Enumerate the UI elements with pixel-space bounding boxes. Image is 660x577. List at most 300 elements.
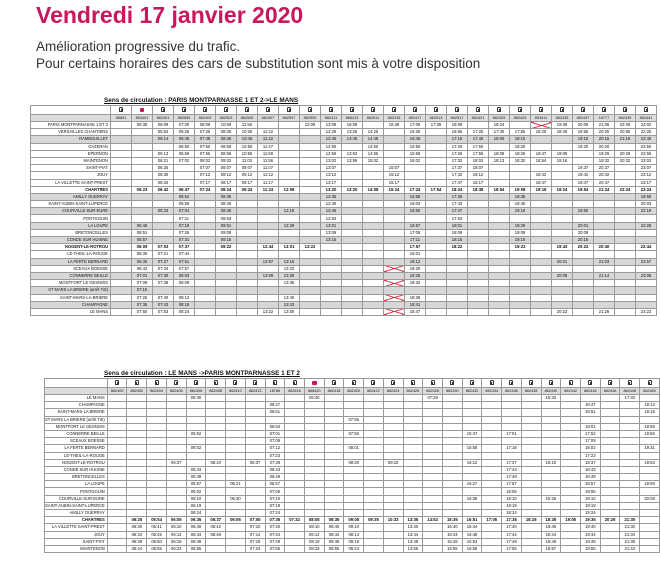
notice-line-1: Amélioration progressive du trafic. [36,39,241,54]
time-cell [561,409,581,416]
time-cell [186,438,206,445]
time-cell: 08:35 [216,193,237,200]
time-cell [364,502,384,509]
time-cell [426,201,447,208]
train-number-header [31,115,111,122]
train-icon [161,107,165,112]
time-cell [147,502,167,509]
time-cell [383,409,403,416]
time-cell: 06:30 [132,251,153,258]
train-number: 862417 [405,115,426,122]
time-cell [107,416,127,423]
time-cell [615,280,636,287]
time-cell [403,459,423,466]
time-cell: 20:21 [552,258,573,265]
station-row [31,201,657,208]
time-cell [384,265,405,272]
time-cell [573,301,594,308]
time-cell [489,251,510,258]
station-row [45,545,660,552]
time-cell: 06:30 [153,172,174,179]
time-cell: 16:53 [462,538,482,545]
time-cell [552,179,573,186]
time-cell: 21:15 [615,136,636,143]
time-cell: 22:24 [615,186,636,193]
time-cell: 06:23 [166,545,186,552]
time-cell: 09:15 [216,237,237,244]
station-row [31,287,657,294]
time-cell [111,208,132,215]
time-cell: 15:47 [462,430,482,437]
mode-cell [502,379,522,388]
time-cell: 17:15 [447,136,468,143]
time-cell [541,430,561,437]
time-cell [405,179,426,186]
time-cell [489,208,510,215]
time-cell [195,280,216,287]
time-cell [127,466,147,473]
time-cell: 13:50 [279,308,300,315]
time-cell: 17:55 [502,545,522,552]
time-cell [216,272,237,279]
time-cell [384,229,405,236]
time-cell [226,466,246,473]
station-name: LA FERTE BERNARD [45,445,108,452]
time-cell [423,538,443,545]
time-cell: 06:44 [127,545,147,552]
time-cell [521,445,541,452]
time-cell: 07:27 [153,258,174,265]
station-row [31,301,657,308]
train-number: 862422 [364,388,384,395]
time-cell [107,466,127,473]
time-cell: 15:07 [384,165,405,172]
time-cell [363,165,384,172]
time-cell: 19:13 [640,402,660,409]
time-cell [342,308,363,315]
time-cell [364,445,384,452]
time-cell [510,258,531,265]
time-cell [447,280,468,287]
train-icon [245,107,249,112]
time-cell: 17:55 [510,129,531,136]
time-cell [195,215,216,222]
time-cell: 19:24 [552,186,573,193]
time-cell [600,502,620,509]
time-cell: 20:26 [615,150,636,157]
station-row [31,272,657,279]
time-cell [216,280,237,287]
time-cell: 08:03 [174,272,195,279]
time-cell [403,430,423,437]
time-cell [206,395,226,402]
time-cell [423,459,443,466]
time-cell [132,208,153,215]
time-cell: 06:49 [186,538,206,545]
time-cell [206,402,226,409]
time-cell [245,409,265,416]
time-cell [107,495,127,502]
time-cell [531,215,552,222]
time-cell: 17:26 [447,150,468,157]
time-cell [594,251,615,258]
time-cell [186,402,206,409]
time-cell [531,265,552,272]
bus-icon [140,108,145,113]
time-cell [304,502,324,509]
station-row [31,179,657,186]
time-cell [636,215,657,222]
train-icon [539,107,543,112]
train-number: 862446 [600,388,620,395]
time-cell [344,423,364,430]
time-cell: 20:40 [594,244,615,251]
time-cell [279,122,300,129]
time-cell [216,258,237,265]
train-number: 866413 [342,115,363,122]
time-cell: 18:26 [510,150,531,157]
time-cell [344,438,364,445]
time-cell [468,237,489,244]
time-cell [107,524,127,531]
time-cell [462,395,482,402]
time-cell [615,251,636,258]
time-cell [107,531,127,538]
time-cell [226,395,246,402]
time-cell: 08:12 [216,172,237,179]
time-cell [364,423,384,430]
time-cell [482,538,502,545]
time-cell [321,272,342,279]
time-cell: 13:02 [321,157,342,164]
time-cell [304,445,324,452]
time-cell [147,423,167,430]
time-cell [636,280,657,287]
time-cell [468,193,489,200]
time-cell [195,265,216,272]
icon-row [45,379,660,388]
time-cell: 09:09 [216,229,237,236]
time-cell: 07:25 [132,294,153,301]
time-cell: 09:17 [237,179,258,186]
time-cell [482,452,502,459]
time-cell: 07:18 [174,222,195,229]
train-number: 862428 [423,388,443,395]
time-cell: 19:16 [552,157,573,164]
time-cell: 12:50 [321,143,342,150]
time-cell [195,251,216,258]
time-cell [482,430,502,437]
train-number: 862406 [186,388,206,395]
time-cell: 08:56 [216,150,237,157]
mode-cell [342,106,363,115]
time-cell: 08:02 [195,157,216,164]
time-cell [383,545,403,552]
mode-cell [147,379,167,388]
time-cell [573,201,594,208]
time-cell [384,193,405,200]
time-cell: 05:57 [186,481,206,488]
time-cell [442,466,462,473]
time-cell [344,466,364,473]
time-cell [521,402,541,409]
time-cell [107,430,127,437]
train-icon [253,380,257,385]
time-cell: 17:18 [502,445,522,452]
train-number: 862404 [147,388,167,395]
time-cell [383,502,403,509]
train-number: 862402 [127,388,147,395]
time-cell: 06:42 [153,186,174,193]
time-cell: 19:31 [640,445,660,452]
time-cell [541,466,561,473]
time-cell [206,466,226,473]
time-cell [552,165,573,172]
time-cell [132,143,153,150]
time-cell: 17:56 [468,150,489,157]
time-cell [468,294,489,301]
time-cell [285,402,305,409]
time-cell [364,409,384,416]
time-cell [510,280,531,287]
station-row [45,423,660,430]
train-icon [431,380,435,385]
time-cell [258,122,279,129]
time-cell [383,474,403,481]
time-cell [111,193,132,200]
time-cell: 07:26 [174,229,195,236]
time-cell [521,430,541,437]
station-name: MONTFORT LE GESNOIS [31,280,111,287]
station-row [31,193,657,200]
train-number: 86691 [111,115,132,122]
train-number-row [31,115,657,122]
time-cell: 06:13 [153,150,174,157]
time-cell [442,438,462,445]
time-cell [363,258,384,265]
time-cell [237,201,258,208]
train-number: 862418 [324,388,344,395]
time-cell [636,251,657,258]
time-cell [304,459,324,466]
time-cell: 09:01 [216,222,237,229]
icon-row-blank [45,379,108,388]
time-cell [132,179,153,186]
time-cell [620,445,640,452]
time-cell [521,438,541,445]
station-name: MAINTENON [31,157,111,164]
train-number: 862517 [447,115,468,122]
time-cell [245,495,265,502]
time-cell: 18:00 [489,136,510,143]
time-cell [620,430,640,437]
station-row [31,294,657,301]
station-name: LA LOUPE [31,222,111,229]
time-cell [383,488,403,495]
time-cell: 15:24 [384,186,405,193]
time-cell [403,445,423,452]
train-number: 862450 [640,388,660,395]
time-cell: 18:01 [447,222,468,229]
time-cell [489,280,510,287]
station-name: LA VILLETTE SAINT-PREST [45,524,108,531]
time-cell: 23:02 [636,122,657,129]
time-cell [226,524,246,531]
time-cell [258,237,279,244]
time-cell [342,301,363,308]
time-cell: 19:09 [552,150,573,157]
time-cell [600,466,620,473]
time-cell [561,466,581,473]
station-row [45,495,660,502]
time-cell: 23:22 [636,308,657,315]
time-cell [615,165,636,172]
time-cell [364,510,384,517]
mode-cell [423,379,443,388]
time-cell [300,308,321,315]
mode-cell [561,379,581,388]
time-cell: 09:12 [237,172,258,179]
time-cell [258,294,279,301]
time-cell [468,122,489,129]
time-cell [153,229,174,236]
time-cell [561,502,581,509]
time-cell [482,438,502,445]
time-cell: 06:54 [265,423,285,430]
time-cell [552,143,573,150]
time-cell [111,308,132,315]
time-cell: 18:19 [502,502,522,509]
station-name: SAINT-MARS-LA-BRIERE [31,294,111,301]
time-cell: 19:53 [640,459,660,466]
time-cell [615,222,636,229]
time-cell [304,402,324,409]
time-cell [300,179,321,186]
time-cell: 17:47 [447,208,468,215]
time-cell [489,272,510,279]
time-cell: 18:35 [510,193,531,200]
time-cell: 08:40 [324,524,344,531]
time-cell: 20:09 [640,495,660,502]
time-cell [423,545,443,552]
time-cell: 19:37 [573,165,594,172]
station-row [31,186,657,193]
time-cell [300,165,321,172]
time-cell [206,510,226,517]
time-cell: 21:39 [620,538,640,545]
train-number: 862440 [541,388,561,395]
station-name: LA LOUPE [45,481,108,488]
time-cell [147,395,167,402]
mode-cell [573,106,594,115]
time-cell [324,474,344,481]
time-cell [166,423,186,430]
train-icon [411,380,415,385]
time-cell: 12:08 [279,186,300,193]
time-cell [482,474,502,481]
time-cell [237,251,258,258]
train-number: 862401 [153,115,174,122]
time-cell [363,294,384,301]
time-cell: 13:49 [403,538,423,545]
time-cell [561,495,581,502]
time-cell [384,157,405,164]
time-cell [426,237,447,244]
station-name: RAMBOUILLET [31,136,111,143]
time-cell [426,265,447,272]
mode-cell [304,379,324,388]
time-cell: 19:49 [580,538,600,545]
time-cell [285,459,305,466]
time-cell: 07:15 [132,287,153,294]
time-cell [342,287,363,294]
time-cell [237,229,258,236]
time-cell: 17:01 [502,430,522,437]
time-cell [403,395,423,402]
train-number: 862434 [482,388,502,395]
time-cell [111,280,132,287]
mode-cell [615,106,636,115]
time-cell [384,208,405,215]
time-cell [153,201,174,208]
time-cell [600,488,620,495]
time-cell [426,157,447,164]
station-row [45,481,660,488]
time-cell [166,416,186,423]
time-cell [321,301,342,308]
time-cell [107,459,127,466]
time-cell [166,495,186,502]
time-cell [442,502,462,509]
time-cell [403,452,423,459]
time-cell: 11:07 [258,165,279,172]
time-cell [285,395,305,402]
time-cell: 06:55 [226,517,246,524]
station-row [31,258,657,265]
time-cell: 07:17 [195,179,216,186]
time-cell [600,481,620,488]
time-cell [442,409,462,416]
train-number: 862406 [166,388,186,395]
time-cell: 06:21 [153,157,174,164]
time-cell [132,165,153,172]
time-cell [573,150,594,157]
time-cell [300,193,321,200]
time-cell [482,531,502,538]
time-cell: 22:57 [636,258,657,265]
time-cell [300,150,321,157]
time-cell: 07:55 [265,545,285,552]
time-cell [127,423,147,430]
time-cell [640,538,660,545]
time-cell [237,280,258,287]
station-row [45,409,660,416]
time-cell: 07:38 [153,280,174,287]
time-cell [468,201,489,208]
train-number: 862430 [442,388,462,395]
mode-cell [447,106,468,115]
time-cell: 06:35 [132,258,153,265]
time-cell [226,445,246,452]
time-cell [285,423,305,430]
mode-cell [620,379,640,388]
time-cell: 06:57 [265,481,285,488]
time-cell: 16:09 [342,122,363,129]
time-cell: 17:09 [580,438,600,445]
time-cell: 07:19 [265,502,285,509]
time-cell [423,409,443,416]
time-cell [226,423,246,430]
